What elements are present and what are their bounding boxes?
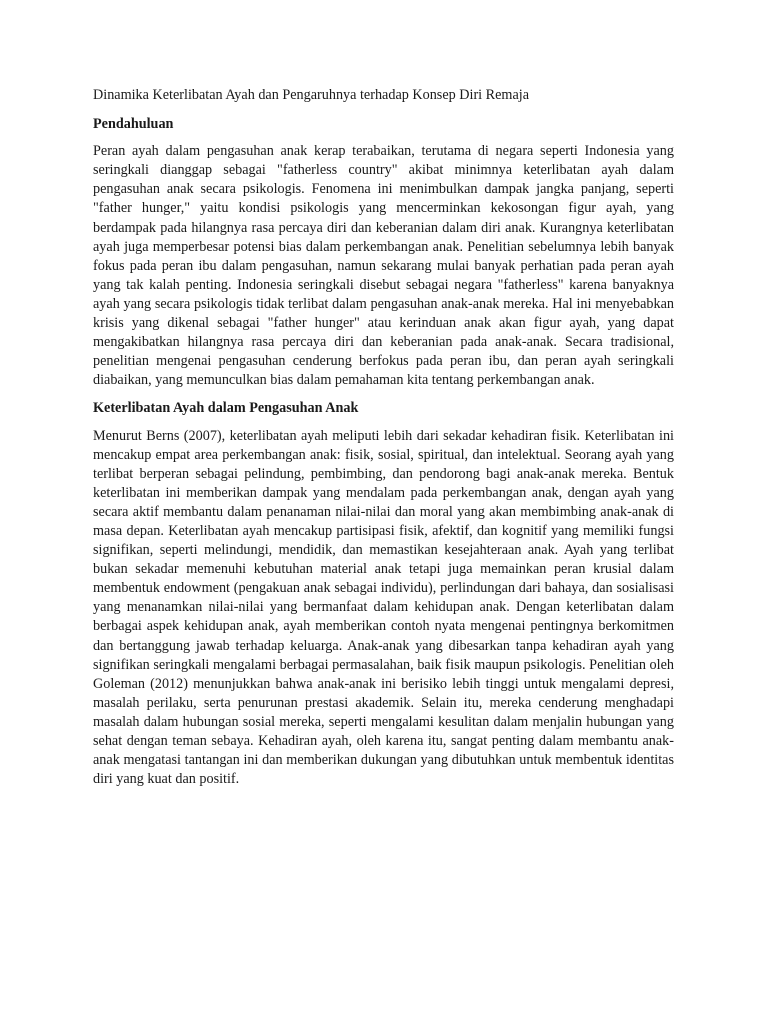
section-heading-keterlibatan-ayah: Keterlibatan Ayah dalam Pengasuhan Anak: [93, 400, 359, 417]
paragraph-pendahuluan: Peran ayah dalam pengasuhan anak kerap terabaikan, terutama di negara seperti Indonesia yang seringkali dianggap sebagai "fatherless country" akibat minimnya keterlibatan ayah dalam pengasuhan anak secara psikologis. Fenomena ini menimbulkan dampak jangka panjang, seperti "father hunger," yaitu kondisi psikologis yang mencerminkan kekosongan figur ayah, yang berdampak pada hilangnya rasa percaya diri dan keberanian dalam diri anak. Kurangnya keterlibatan ayah juga memperbesar potensi bias dalam perkembangan anak. Penelitian sebelumnya lebih banyak fokus pada peran ibu dalam pengasuhan, namun sekarang mulai banyak perhatian pada peran ayah yang tak kalah penting. Indonesia seringkali disebut sebagai negara "fatherless" karena banyaknya ayah yang secara psikologis tidak terlibat dalam pengasuhan anak-anak mereka. Hal ini menyebabkan krisis yang dikenal sebagai "father hunger" atau kerinduan anak akan figur ayah, yang dapat mengakibatkan hilangnya rasa percaya diri dan keberanian pada anak-anak. Secara tradisional, penelitian mengenai pengasuhan cenderung berfokus pada peran ibu, dan peran ayah seringkali diabaikan, yang memunculkan bias dalam pemahaman kita tentang perkembangan anak.: [93, 143, 674, 389]
paragraph-keterlibatan-ayah: Menurut Berns (2007), keterlibatan ayah meliputi lebih dari sekadar kehadiran fisik. Keterlibatan ini mencakup empat area perkembangan anak: fisik, sosial, spiritual, dan intelektual. Seorang ayah yang terlibat berperan sebagai pelindung, pembimbing, dan pendorong bagi anak-anak mereka. Bentuk keterlibatan ini memberikan dampak yang mendalam pada perkembangan anak, dengan ayah yang secara aktif membantu dalam penanaman nilai-nilai dan moral yang akan membimbing anak-anak di masa depan. Keterlibatan ayah mencakup partisipasi fisik, afektif, dan kognitif yang memiliki fungsi signifikan, seperti melindungi, mendidik, dan memastikan kesejahteraan anak. Ayah yang terlibat bukan sekadar memenuhi kebutuhan material anak tetapi juga memainkan peran krusial dalam membentuk endowment (pengakuan anak sebagai individu), perlindungan dari bahaya, dan sosialisasi yang menanamkan nilai-nilai yang bermanfaat dalam kehidupan anak. Dengan keterlibatan dalam berbagai aspek kehidupan anak, ayah memberikan contoh nyata mengenai pentingnya berkomitmen dan bertanggung jawab terhadap keluarga. Anak-anak yang dibesarkan tanpa kehadiran ayah yang signifikan seringkali mengalami berbagai permasalahan, baik fisik maupun psikologis. Penelitian oleh Goleman (2012) menunjukkan bahwa anak-anak ini berisiko lebih tinggi untuk mengalami depresi, masalah perilaku, serta penurunan prestasi akademik. Selain itu, mereka cenderung menghadapi masalah dalam hubungan sosial mereka, seperti mengalami kesulitan dalam menjalin hubungan yang sehat dengan teman sebaya. Kehadiran ayah, oleh karena itu, sangat penting dalam membantu anak-anak mengatasi tantangan ini dan memberikan dukungan yang dibutuhkan untuk membentuk identitas diri yang kuat dan positif.: [93, 427, 674, 788]
document-title: Dinamika Keterlibatan Ayah dan Pengaruhnya terhadap Konsep Diri Remaja: [93, 87, 530, 103]
document-page: [93, 86, 674, 798]
section-heading-pendahuluan: Pendahuluan: [93, 116, 174, 133]
